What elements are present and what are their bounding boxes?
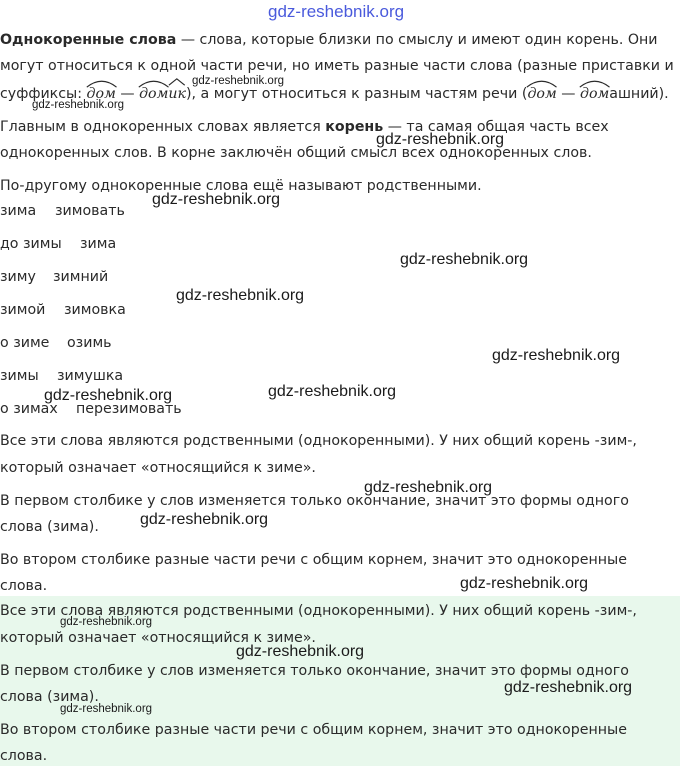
word-col1: зиму (0, 269, 36, 285)
watermark: gdz-reshebnik.org (400, 251, 529, 268)
root-arc-icon (579, 79, 610, 88)
watermark: gdz-reshebnik.org (504, 679, 633, 696)
word-col2: перезимовать (76, 401, 182, 417)
suffix-example: ик (168, 84, 186, 104)
word-row (0, 366, 124, 386)
root-example-1: дом (87, 84, 116, 104)
watermark: gdz-reshebnik.org (192, 75, 285, 87)
watermark: gdz-reshebnik.org (152, 191, 281, 208)
word-row (0, 333, 112, 353)
word-col1: зимы (0, 368, 39, 384)
watermark: gdz-reshebnik.org (60, 703, 153, 715)
watermark: gdz-reshebnik.org (44, 387, 173, 404)
answer-p1-line2: который означает «относящийся к зиме». (0, 630, 316, 646)
term-bold: Однокоренные слова (0, 32, 177, 48)
explanation-p1-line1: Все эти слова являются родственными (однокоренными). У них общий корень -зим-, (0, 433, 637, 449)
watermark: gdz-reshebnik.org (364, 479, 493, 496)
root-arc-icon (138, 79, 169, 88)
explanation-p1-line2: который означает «относящийся к зиме». (0, 460, 316, 476)
watermark: gdz-reshebnik.org (268, 383, 397, 400)
word-col2: зимовка (64, 302, 126, 318)
intro-line-3: суффиксы: дом — дом ик), а могут относиться к разным частям речи ( дом — домашний). (0, 84, 669, 104)
watermark: gdz-reshebnik.org (140, 511, 269, 528)
word-col1: о зиме (0, 335, 50, 351)
word-col2: озимь (67, 335, 112, 351)
word-col1: зимой (0, 302, 46, 318)
watermark: gdz-reshebnik.org (176, 287, 305, 304)
explanation-p3-line2: слова. (0, 578, 48, 594)
word-row (0, 234, 117, 254)
root-arc-icon (86, 79, 117, 88)
watermark: gdz-reshebnik.org (376, 131, 505, 148)
root-term-bold: корень (325, 119, 384, 135)
root-example-3: дом (527, 84, 556, 104)
answer-p2-line1: В первом столбике у слов изменяется только окончание, значит это формы одного (0, 663, 629, 679)
root-arc-icon (526, 79, 557, 88)
answer-p2-line2: слова (зима). (0, 689, 99, 705)
intro-line-1: Однокоренные слова — слова, которые близки по смыслу и имеют один корень. Они (0, 32, 658, 48)
suffix-mark-icon (168, 78, 186, 86)
word-col2: зимушка (57, 368, 124, 384)
root-example-2: дом (139, 84, 168, 104)
answer-p3-line1: Во втором столбике разные части речи с общим корнем, значит это однокоренные (0, 722, 627, 738)
answer-p1-line1: Все эти слова являются родственными (однокоренными). У них общий корень -зим-, (0, 603, 637, 619)
word-col1: о зимах (0, 401, 58, 417)
word-row (0, 267, 109, 287)
explanation-p2-line1: В первом столбике у слов изменяется только окончание, значит это формы одного (0, 493, 629, 509)
watermark: gdz-reshebnik.org (460, 575, 589, 592)
word-row (0, 201, 125, 221)
watermark: gdz-reshebnik.org (236, 643, 365, 660)
explanation-p3-line1: Во втором столбике разные части речи с общим корнем, значит это однокоренные (0, 552, 627, 568)
intro-line-5: однокоренных слов. В корне заключён общий смысл всех однокоренных слов. (0, 145, 592, 161)
watermark: gdz-reshebnik.org (32, 99, 125, 111)
word-col1: до зимы (0, 236, 62, 252)
word-col2: зима (80, 236, 117, 252)
watermark-top: gdz-reshebnik.org (268, 2, 405, 21)
root-example-4: дом (580, 84, 609, 104)
watermark: gdz-reshebnik.org (60, 616, 153, 628)
word-row (0, 300, 126, 320)
word-col2: зимний (53, 269, 109, 285)
answer-p3-line2: слова. (0, 748, 48, 764)
watermark: gdz-reshebnik.org (492, 347, 621, 364)
word-col1: зима (0, 203, 37, 219)
intro-line-6: По-другому однокоренные слова ещё называют родственными. (0, 178, 482, 194)
word-col2: зимовать (55, 203, 125, 219)
intro-line-4: Главным в однокоренных словах является корень — та самая общая часть всех (0, 119, 609, 135)
intro-line-2: могут относиться к одной части речи, но иметь разные части слова (разные приставки и (0, 58, 674, 74)
explanation-p2-line2: слова (зима). (0, 519, 99, 535)
